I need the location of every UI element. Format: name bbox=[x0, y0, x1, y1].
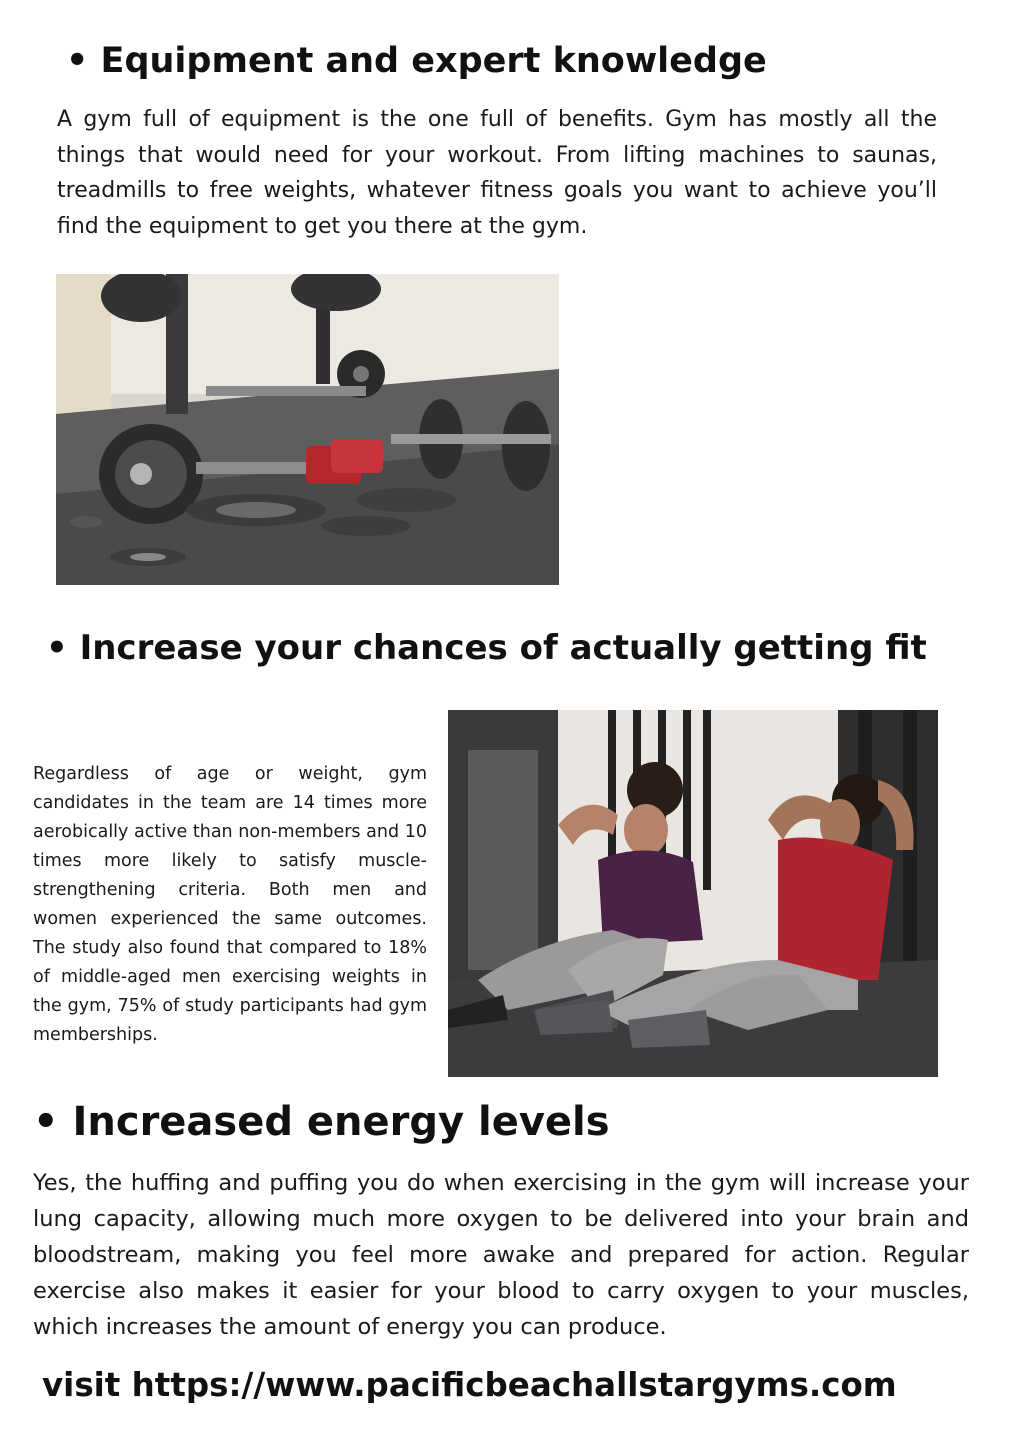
heading-fitness: • Increase your chances of actually getting fit bbox=[46, 628, 927, 668]
paragraph-fitness: Regardless of age or weight, gym candidates in the team are 14 times more aerobically active than non-members and 10 times more likely to satisfy muscle-strengthening criteria. Both men and women experienced the same outcomes. The study also found that compared to 18% of middle-aged men exercising weights in the gym, 75% of study participants had gym memberships. bbox=[33, 764, 427, 1045]
paragraph-energy: Yes, the huffing and puffing you do when exercising in the gym will increase your lung capacity, allowing much more oxygen to be delivered into your brain and bloodstream, making you feel more awake and prepared for action. Regular exercise also makes it easier for your blood to carry oxygen to your muscles, which increases the amount of energy you can produce. bbox=[33, 1170, 969, 1340]
heading-energy: • Increased energy levels bbox=[33, 1099, 610, 1145]
heading-equipment: • Equipment and expert knowledge bbox=[66, 41, 767, 81]
website-link[interactable]: visit https://www.pacificbeachallstargyms.com bbox=[42, 1366, 897, 1404]
gym-weights-photo bbox=[56, 274, 559, 585]
situps-photo bbox=[448, 710, 938, 1077]
paragraph-equipment: A gym full of equipment is the one full of benefits. Gym has mostly all the things that would need for your workout. From lifting machines to saunas, treadmills to free weights, whatever fitness goals you want to achieve you’ll find the equipment to get you there at the gym. bbox=[57, 107, 937, 239]
